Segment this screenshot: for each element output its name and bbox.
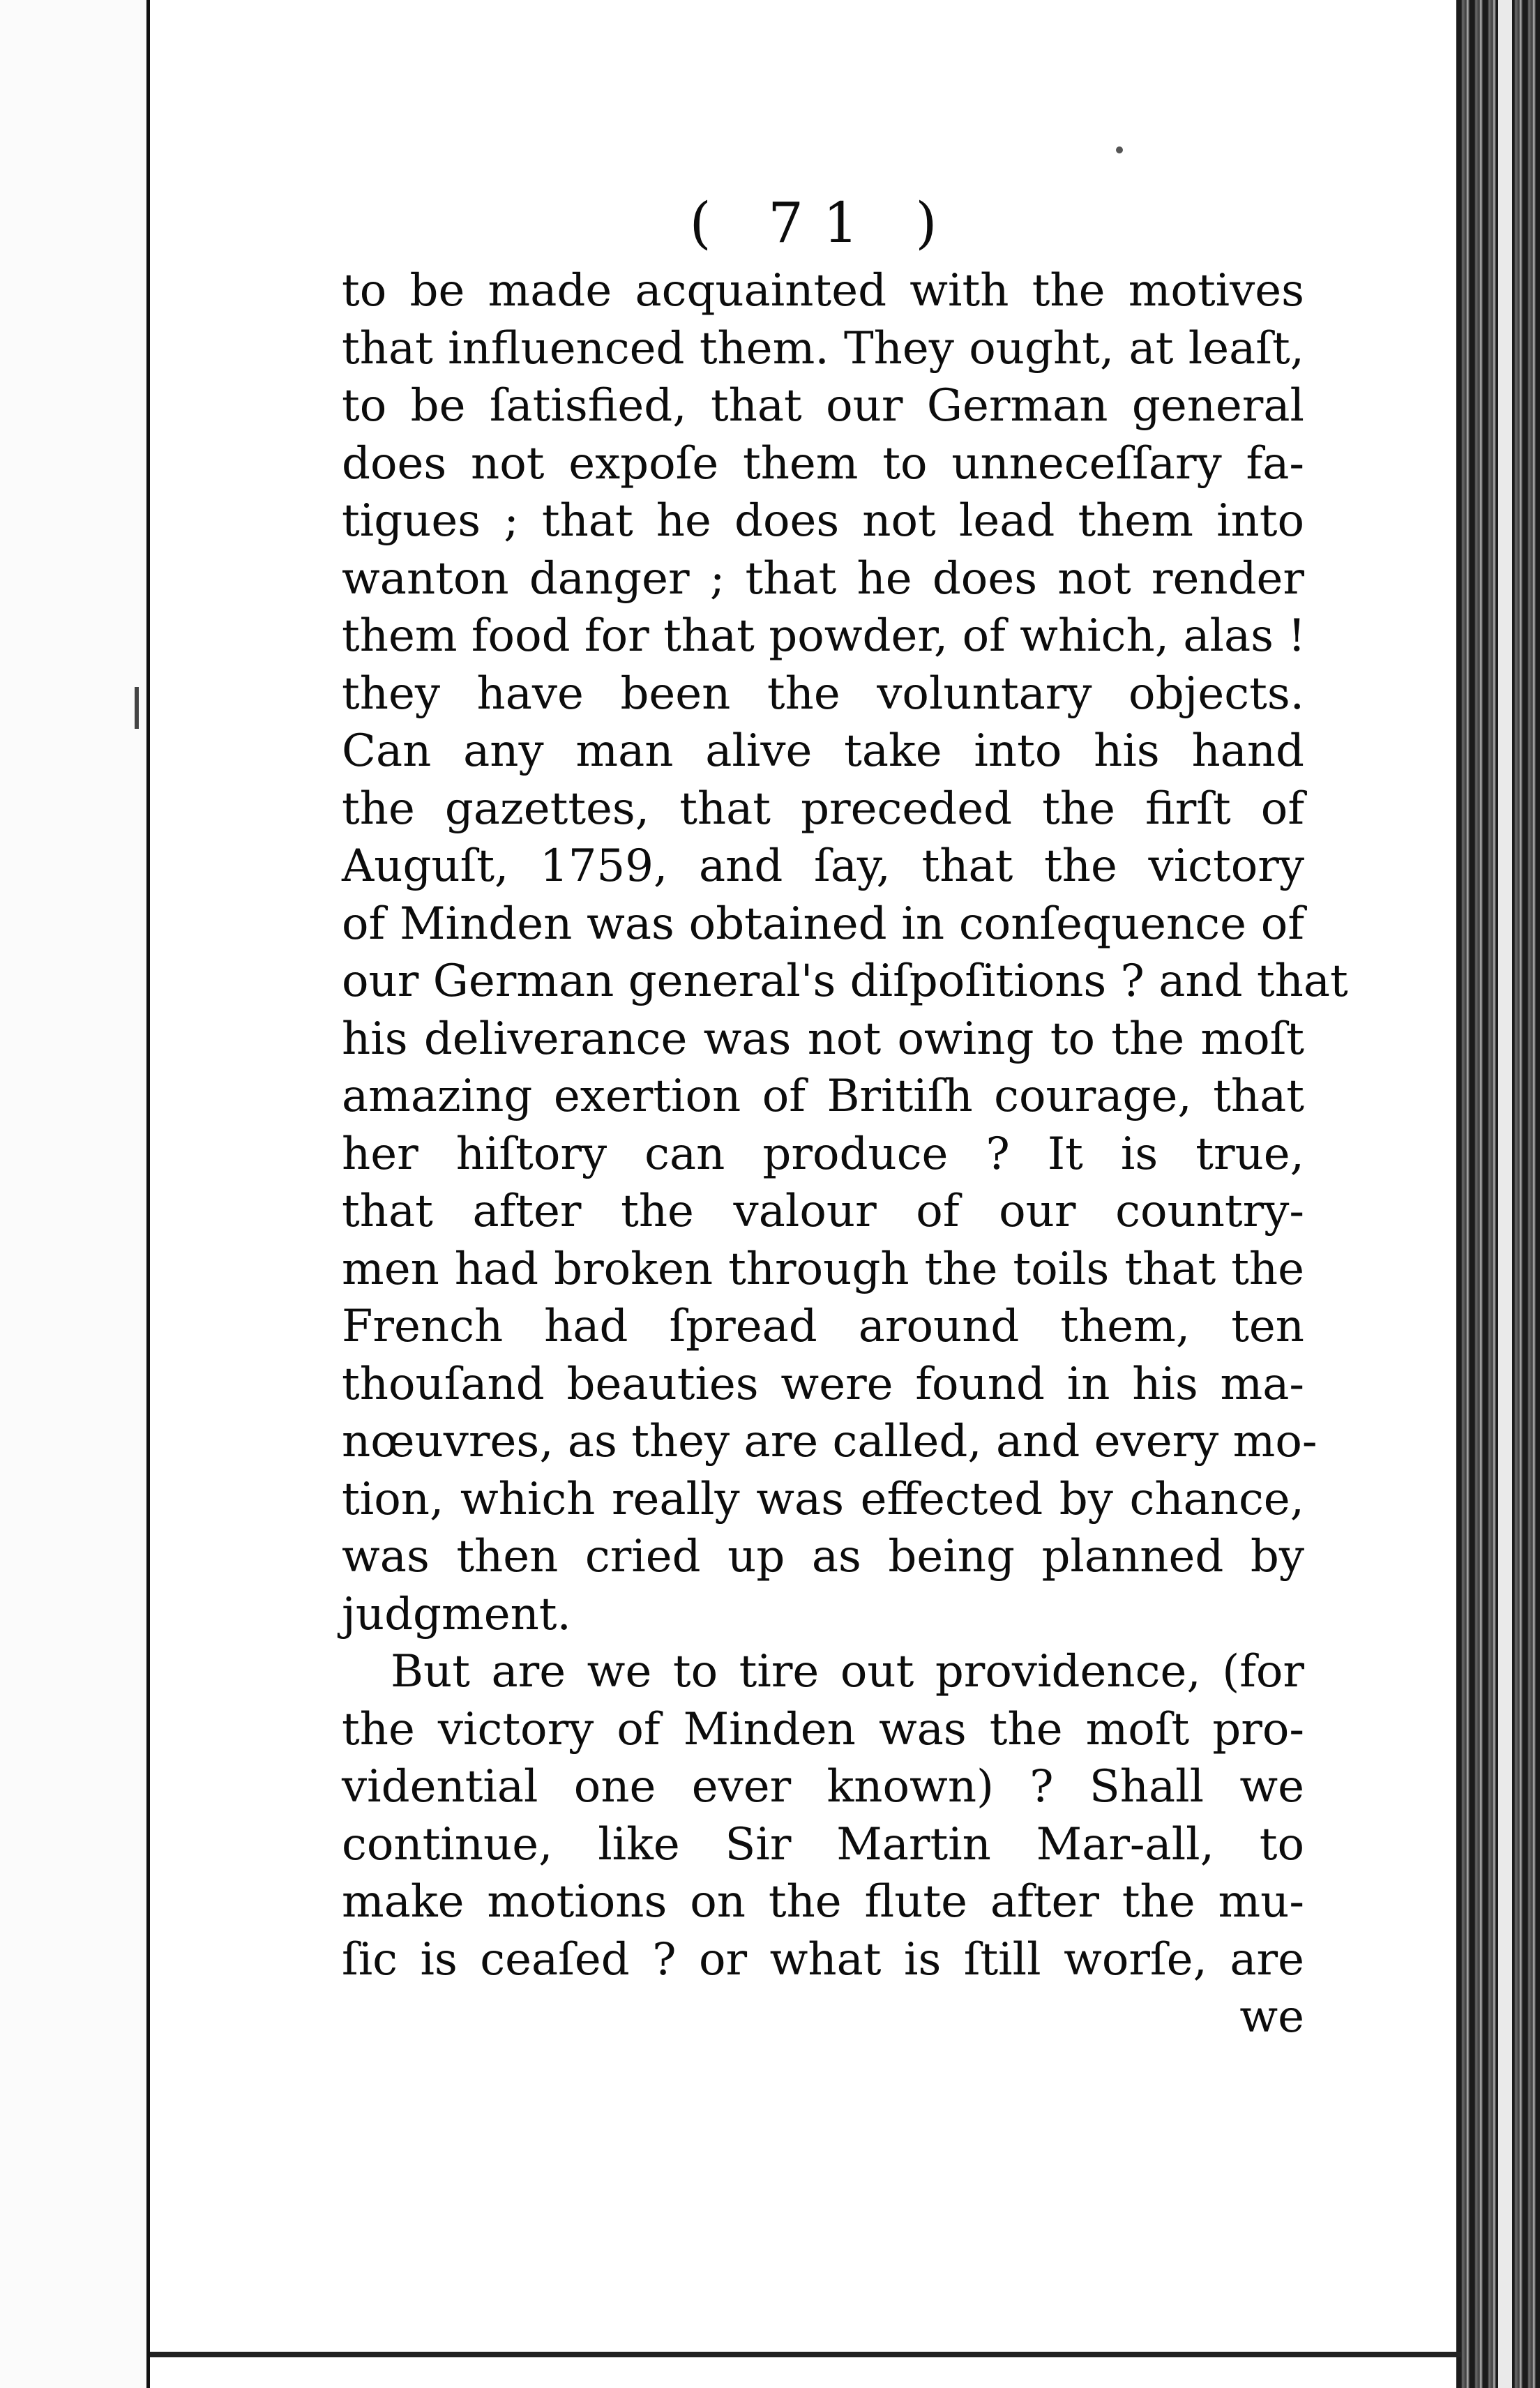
page-number: ( 71 ) [689,190,957,255]
paragraph-end-line: judgment. [342,1588,571,1640]
text-line: thouſand beauties were found in his ma- [342,1358,1304,1410]
text-line: Auguſt, 1759, and ſay, that the victory [342,840,1304,892]
text-line: French had ſpread around them, ten [342,1301,1304,1352]
paragraph-start-line: But are we to tire out providence, (for [391,1646,1304,1698]
text-line: tion, which really was effected by chance, [342,1473,1304,1525]
page-bottom-edge [150,2352,1461,2357]
text-line: to be ſatisfied, that our German general [342,380,1304,432]
text-line: ſic is ceaſed ? or what is ſtill worſe, are [342,1933,1304,1986]
text-line: men had broken through the toils that the [342,1243,1304,1295]
facing-page-edge [0,0,150,2388]
text-line: vidential one ever known) ? Shall we [342,1761,1304,1813]
text-line: continue, like Sir Martin Mar-all, to [342,1818,1304,1871]
paper-speck [1116,146,1123,153]
text-line: wanton danger ; that he does not render [342,552,1304,605]
text-line: his deliverance was not owing to the moſt [342,1013,1304,1065]
book-fore-edge-gap [1498,0,1512,2388]
text-line: the victory of Minden was the moſt pro- [342,1703,1304,1755]
text-line: make motions on the flute after the mu- [342,1876,1304,1928]
text-line: Can any man alive take into his hand [342,725,1304,777]
text-line: they have been the voluntary objects. [342,667,1304,720]
gutter-speck [135,687,139,729]
text-line: amazing exertion of Britiſh courage, that [342,1071,1304,1122]
text-line: them food for that powder, of which, alas ! [342,610,1306,662]
text-line: nœuvres, as they are called, and every mo- [342,1416,1318,1467]
text-line: does not expoſe them to unneceſſary fa- [342,437,1304,490]
catchword: we [1239,1991,1304,2043]
text-line: was then cried up as being planned by [342,1531,1304,1582]
text-line: to be made acquainted with the motives [342,265,1304,317]
text-line: that after the valour of our country- [342,1186,1304,1237]
text-line: her hiſtory can produce ? It is true, [342,1128,1304,1180]
text-line: that influenced them. They ought, at leaſt, [342,322,1304,375]
text-line: the gazettes, that preceded the firſt of [342,783,1304,835]
text-line: of Minden was obtained in conſequence of [342,898,1304,950]
page-body [342,190,1348,2046]
text-line: our German general's diſpoſitions ? and that [342,955,1348,1007]
text-line: tigues ; that he does not lead them into [342,495,1304,547]
